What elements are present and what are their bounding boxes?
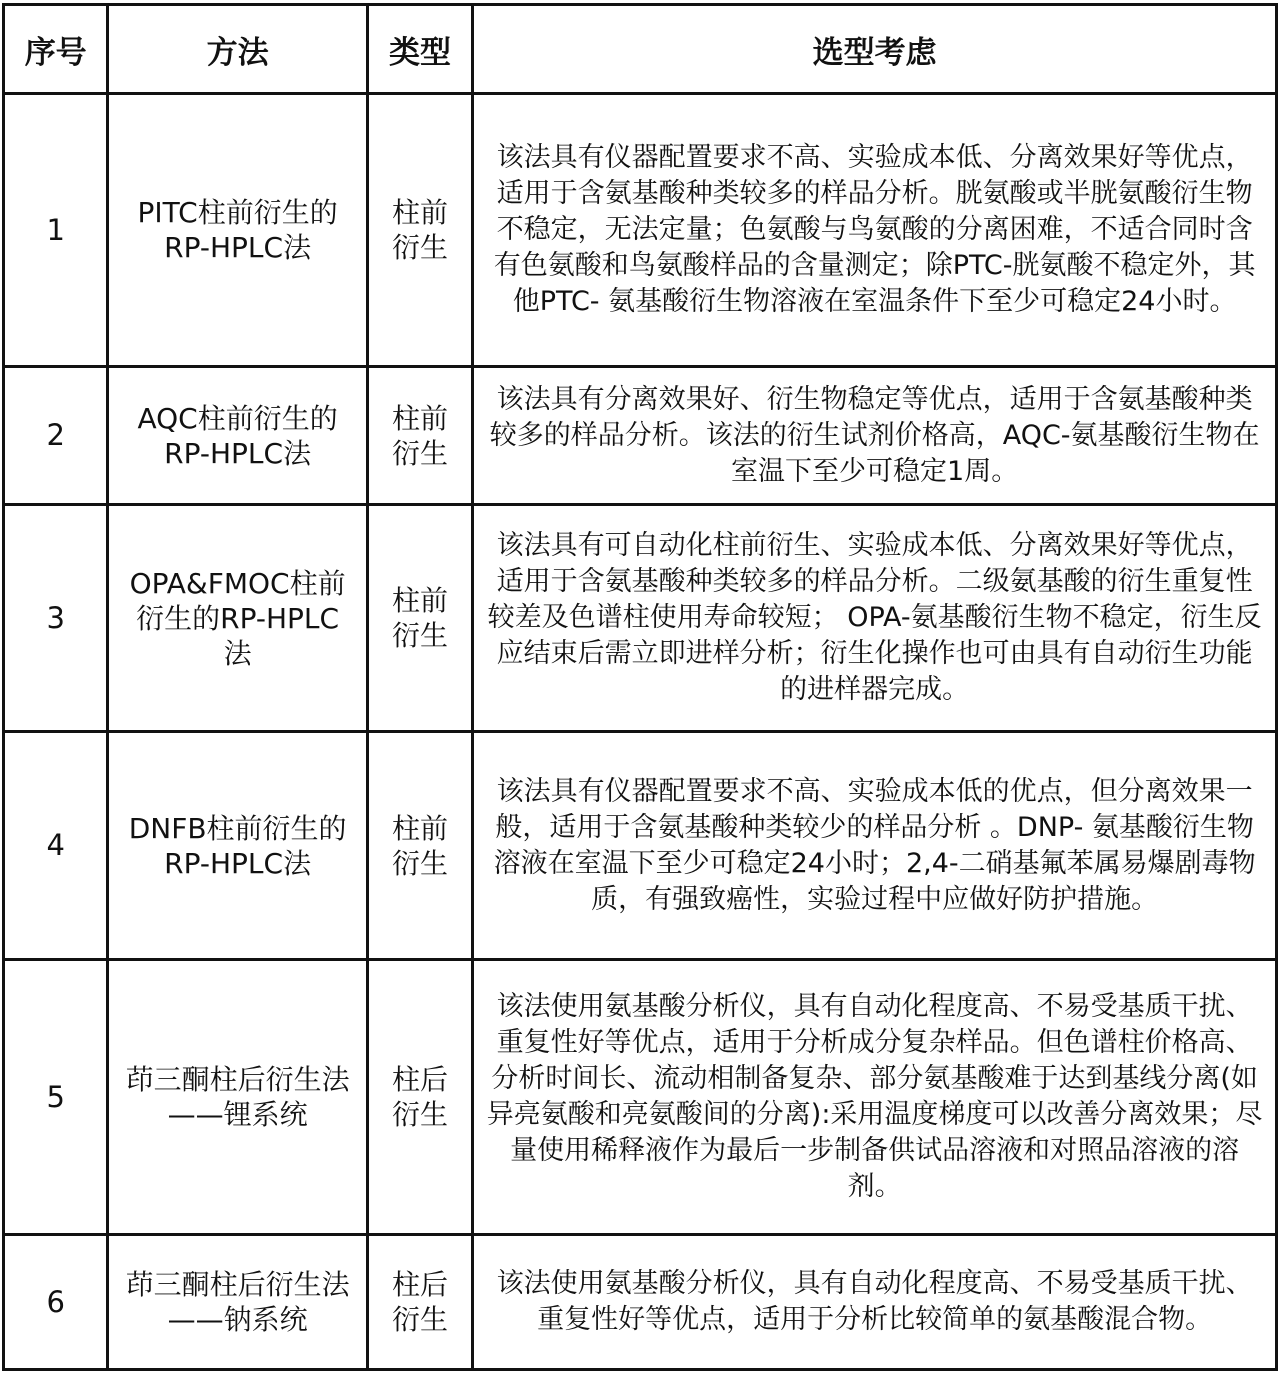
table-row <box>4 367 1277 505</box>
table-row <box>4 505 1277 732</box>
row-considerations: 该法具有分离效果好、衍生物稳定等优点，适用于含氨基酸种类较多的样品分析。该法的衍生试剂价格高，AQC-氨基酸衍生物在室温下至少可稳定1周。 <box>473 367 1277 505</box>
row-method: AQC柱前衍生的RP-HPLC法 <box>108 367 367 505</box>
header-considerations: 选型考虑 <box>473 5 1277 94</box>
header-num: 序号 <box>4 5 108 94</box>
row-num: 6 <box>4 1235 108 1370</box>
row-num: 1 <box>4 94 108 367</box>
row-method: 茚三酮柱后衍生法——锂系统 <box>108 960 367 1235</box>
row-type: 柱后衍生 <box>367 960 472 1235</box>
row-type: 柱前衍生 <box>367 505 472 732</box>
row-method: DNFB柱前衍生的RP-HPLC法 <box>108 732 367 960</box>
row-considerations: 该法具有仪器配置要求不高、实验成本低、分离效果好等优点，适用于含氨基酸种类较多的样品分析。胱氨酸或半胱氨酸衍生物不稳定，无法定量；色氨酸与鸟氨酸的分离困难，不适合同时含有色氨酸和鸟氨酸样品的含量测定；除PTC-胱氨酸不稳定外，其他PTC- 氨基酸衍生物溶液在室温条件下至少可稳定24小时。 <box>473 94 1277 367</box>
table-row <box>4 960 1277 1235</box>
row-method: 茚三酮柱后衍生法——钠系统 <box>108 1235 367 1370</box>
row-considerations: 该法使用氨基酸分析仪，具有自动化程度高、不易受基质干扰、重复性好等优点，适用于分析成分复杂样品。但色谱柱价格高、分析时间长、流动相制备复杂、部分氨基酸难于达到基线分离(如异亮氨酸和亮氨酸间的分离):采用温度梯度可以改善分离效果；尽量使用稀释液作为最后一步制备供试品溶液和对照品溶液的溶剂。 <box>473 960 1277 1235</box>
row-method: OPA&FMOC柱前衍生的RP-HPLC法 <box>108 505 367 732</box>
row-type: 柱前衍生 <box>367 367 472 505</box>
table-wrapper <box>2 3 1278 1371</box>
header-method: 方法 <box>108 5 367 94</box>
row-method: PITC柱前衍生的RP-HPLC法 <box>108 94 367 367</box>
row-considerations: 该法使用氨基酸分析仪，具有自动化程度高、不易受基质干扰、重复性好等优点，适用于分析比较简单的氨基酸混合物。 <box>473 1235 1277 1370</box>
row-type: 柱后衍生 <box>367 1235 472 1370</box>
row-considerations: 该法具有可自动化柱前衍生、实验成本低、分离效果好等优点，适用于含氨基酸种类较多的样品分析。二级氨基酸的衍生重复性较差及色谱柱使用寿命较短； OPA-氨基酸衍生物不稳定，衍生反应结束后需立即进样分析；衍生化操作也可由具有自动衍生功能的进样器完成。 <box>473 505 1277 732</box>
row-num: 4 <box>4 732 108 960</box>
row-num: 3 <box>4 505 108 732</box>
table-row <box>4 94 1277 367</box>
row-considerations: 该法具有仪器配置要求不高、实验成本低的优点，但分离效果一般，适用于含氨基酸种类较少的样品分析 。DNP- 氨基酸衍生物溶液在室温下至少可稳定24小时；2,4-二硝基氟苯属易爆剧毒物质，有强致癌性，实验过程中应做好防护措施。 <box>473 732 1277 960</box>
header-row <box>4 5 1277 94</box>
row-type: 柱前衍生 <box>367 94 472 367</box>
header-type: 类型 <box>367 5 472 94</box>
table-row <box>4 1235 1277 1370</box>
table-row <box>4 732 1277 960</box>
row-num: 5 <box>4 960 108 1235</box>
row-num: 2 <box>4 367 108 505</box>
row-type: 柱前衍生 <box>367 732 472 960</box>
amino-acid-method-table <box>2 3 1278 1371</box>
